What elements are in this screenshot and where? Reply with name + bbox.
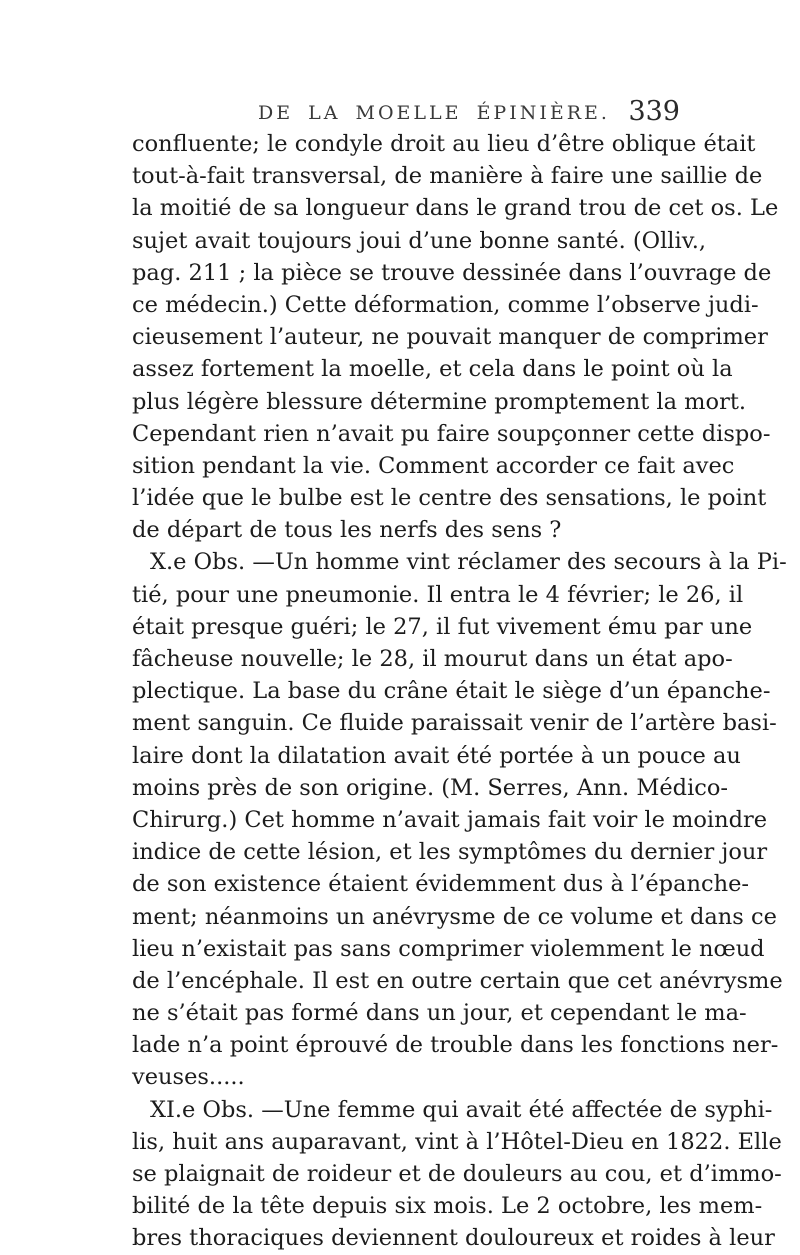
- text-line: tié, pour une pneumonie. Il entra le 4 février; le 26, il: [132, 581, 744, 608]
- text-line: Chirurg.) Cet homme n’avait jamais fait voir le moindre: [132, 806, 768, 833]
- text-line: de son existence étaient évidemment dus à l’épanche-: [132, 871, 749, 898]
- text-line: cieusement l’auteur, ne pouvait manquer de comprimer: [132, 324, 768, 351]
- page-header: [132, 96, 680, 132]
- text-line: sition pendant la vie. Comment accorder ce fait avec: [132, 452, 735, 479]
- page-number: 339: [628, 96, 680, 127]
- text-line: indice de cette lésion, et les symptômes du dernier jour: [132, 839, 768, 866]
- text-line: moins près de son origine. (M. Serres, Ann. Médico-: [132, 774, 729, 801]
- text-line: lis, huit ans auparavant, vint à l’Hôtel-Dieu en 1822. Elle: [132, 1128, 782, 1155]
- text-line: de départ de tous les nerfs des sens ?: [132, 517, 562, 544]
- text-line: était presque guéri; le 27, il fut vivement ému par une: [132, 613, 753, 640]
- text-line: sujet avait toujours joui d’une bonne santé. (Olliv.,: [132, 227, 707, 254]
- text-line: ment; néanmoins un anévrysme de ce volume et dans ce: [132, 903, 777, 930]
- text-line: se plaignait de roideur et de douleurs au cou, et d’immo-: [132, 1161, 782, 1187]
- text-line: l’idée que le bulbe est le centre des sensations, le point: [132, 485, 767, 512]
- text-line: ce médecin.) Cette déformation, comme l’observe judi-: [132, 291, 759, 318]
- text-line: assez fortement la moelle, et cela dans le point où la: [132, 356, 733, 383]
- text-line: laire dont la dilatation avait été portée à un pouce au: [132, 742, 741, 769]
- text-line: XI.e Obs. —Une femme qui avait été affectée de syphi-: [150, 1096, 773, 1123]
- text-line: Cependant rien n’avait pu faire soupçonner cette dispo-: [132, 420, 771, 447]
- text-line: plectique. La base du crâne était le siège d’un épanche-: [132, 678, 771, 705]
- running-title: DE LA MOELLE ÉPINIÈRE.: [258, 102, 610, 124]
- text-line: plus légère blessure détermine promptement la mort.: [132, 388, 747, 415]
- page-body-text: [132, 128, 787, 1255]
- text-line: veuses.....: [132, 1064, 245, 1091]
- text-line: X.e Obs. —Un homme vint réclamer des secours à la Pi-: [150, 549, 787, 576]
- text-line: de l’encéphale. Il est en outre certain que cet anévrysme: [132, 967, 783, 994]
- text-line: fâcheuse nouvelle; le 28, il mourut dans un état apo-: [132, 646, 733, 672]
- text-line: ne s’était pas formé dans un jour, et cependant le ma-: [132, 1000, 747, 1027]
- text-line: la moitié de sa longueur dans le grand trou de cet os. Le: [132, 195, 779, 222]
- text-line: pag. 211 ; la pièce se trouve dessinée dans l’ouvrage de: [132, 259, 772, 286]
- text-line: tout-à-fait transversal, de manière à faire une saillie de: [132, 163, 763, 190]
- text-line: ment sanguin. Ce fluide paraissait venir de l’artère basi-: [132, 710, 777, 737]
- text-line: bilité de la tête depuis six mois. Le 2 octobre, les mem-: [132, 1193, 763, 1220]
- text-line: confluente; le condyle droit au lieu d’être oblique était: [132, 131, 756, 157]
- text-line: lieu n’existait pas sans comprimer violemment le nœud: [132, 935, 765, 962]
- text-line: lade n’a point éprouvé de trouble dans les fonctions ner-: [132, 1032, 779, 1059]
- text-line: bres thoraciques deviennent douloureux et roides à leur: [132, 1225, 775, 1252]
